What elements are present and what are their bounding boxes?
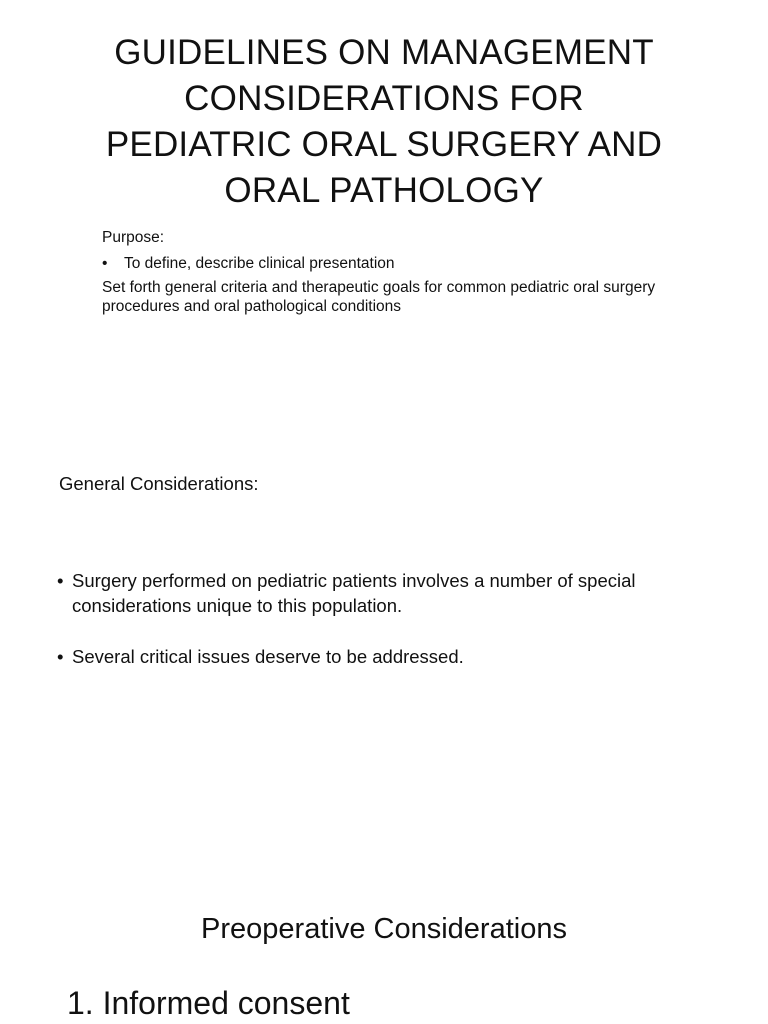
purpose-bullet-item <box>102 254 682 273</box>
list-item <box>57 645 717 670</box>
title-line: GUIDELINES ON MANAGEMENT <box>114 33 654 72</box>
title-line: ORAL PATHOLOGY <box>224 171 544 210</box>
list-item <box>57 569 717 618</box>
bullet-marker: • <box>102 255 108 272</box>
informed-consent-heading: 1. Informed consent <box>67 985 350 1021</box>
general-considerations-heading: General Considerations: <box>59 473 259 494</box>
bullet-marker: • <box>57 646 64 667</box>
purpose-bullet-text: To define, describe clinical presentation <box>124 255 395 272</box>
general-considerations-list <box>57 569 717 670</box>
list-item-text: Surgery performed on pediatric patients involves a number of special considerations unique to this population. <box>72 570 636 616</box>
slide-title <box>60 30 708 214</box>
title-line: PEDIATRIC ORAL SURGERY AND <box>105 125 663 164</box>
bullet-marker: • <box>57 570 64 591</box>
purpose-description: Set forth general criteria and therapeutic goals for common pediatric oral surgery procedures and oral pathological conditions <box>102 279 656 315</box>
preoperative-heading: Preoperative Considerations <box>201 913 567 945</box>
purpose-section <box>102 228 682 316</box>
list-item-text: Several critical issues deserve to be addressed. <box>72 646 464 667</box>
purpose-label: Purpose: <box>102 229 165 246</box>
title-line: CONSIDERATIONS FOR <box>184 79 584 118</box>
